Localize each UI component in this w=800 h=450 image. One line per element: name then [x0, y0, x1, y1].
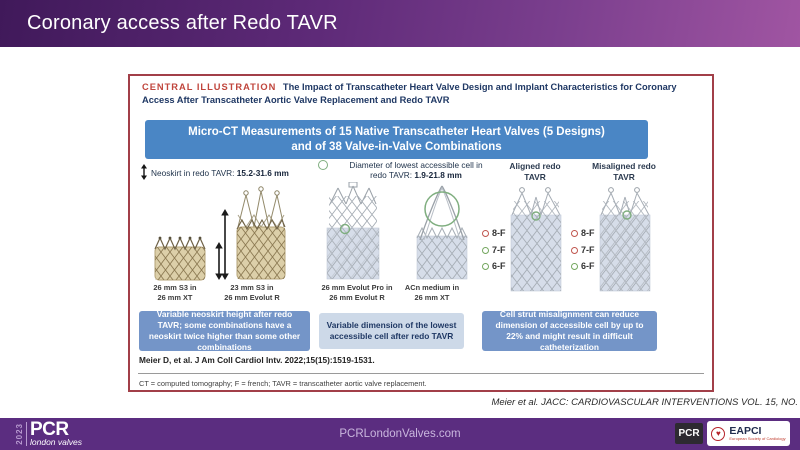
- french-size-item: 7-F: [571, 245, 595, 262]
- french-size-item: 6-F: [571, 261, 595, 278]
- logo-year: 2023: [15, 423, 24, 445]
- logo-pcr-text: PCR: [30, 418, 69, 440]
- french-size-item: 7-F: [482, 245, 506, 262]
- summary-box-misalignment: Cell strut misalignment can reduce dimension of accessible cell by up to 22% and might result in difficult catheterization: [482, 311, 657, 351]
- french-size-item: 6-F: [482, 261, 506, 278]
- column-header-misaligned: Misaligned redo TAVR: [592, 161, 656, 182]
- valve-illustration-evolut-pro-in-evolut-r: [322, 182, 384, 280]
- french-size-item: 8-F: [482, 228, 506, 245]
- website-url: PCRLondonValves.com: [339, 428, 461, 440]
- slide-footer: [0, 418, 800, 450]
- column-header-aligned: Aligned redo TAVR: [509, 161, 561, 182]
- summary-box-neoskirt: Variable neoskirt height after redo TAVR; some combinations have a neoskirt twice higher than some other combinations: [139, 311, 310, 351]
- height-arrow-tall: [220, 209, 230, 280]
- cell-value: 1.9-21.8 mm: [414, 170, 462, 180]
- valve-illustration-acn-in-xt: [412, 182, 472, 280]
- figure-footnote: CT = computed tomography; F = french; TAVR = transcatheter aortic valve replacement.: [139, 379, 427, 388]
- french-legend-aligned: [482, 228, 506, 278]
- slide-header: [0, 0, 800, 47]
- cell-label-line2: redo TAVR:: [370, 170, 413, 180]
- valve-photo-s3-in-evolut-r: [232, 185, 290, 282]
- valve-caption: 26 mm Evolut Pro in 26 mm Evolut R: [321, 283, 393, 302]
- figure-kicker: CENTRAL ILLUSTRATION: [142, 82, 277, 92]
- banner-line2: and of 38 Valve-in-Valve Combinations: [291, 140, 502, 153]
- logo-london-valves-text: london valves: [30, 436, 82, 447]
- french-ring-icon: [482, 247, 489, 254]
- eapci-logo: [707, 421, 790, 446]
- figure-banner: [145, 120, 648, 159]
- figure-heading: [142, 81, 704, 106]
- eapci-label: EAPCI: [729, 424, 762, 437]
- figure-title: The Impact of Transcatheter Heart Valve Design and Implant Characteristics for Coronary Access After Transcatheter Aortic Valve Replacement and Redo TAVR: [142, 82, 677, 105]
- french-ring-icon: [571, 230, 578, 237]
- french-ring-icon: [571, 263, 578, 270]
- french-legend-misaligned: [571, 228, 595, 278]
- eapci-tagline: European Society of Cardiology: [729, 436, 786, 442]
- neoskirt-value: 15.2-31.6 mm: [236, 168, 289, 178]
- neoskirt-legend: [140, 164, 320, 180]
- journal-citation: Meier et al. JACC: CARDIOVASCULAR INTERVENTIONS VOL. 15, NO.: [491, 397, 798, 408]
- figure-divider: [138, 373, 704, 374]
- valve-photo-s3-in-xt: [152, 234, 208, 282]
- central-illustration-figure: [128, 74, 714, 392]
- cell-diameter-legend: [330, 160, 502, 180]
- french-ring-icon: [482, 263, 489, 270]
- french-size-item: 8-F: [571, 228, 595, 245]
- valve-illustration-misaligned: [596, 185, 654, 293]
- slide-title: Coronary access after Redo TAVR: [27, 12, 338, 34]
- cell-diameter-circle-icon: [318, 160, 328, 170]
- french-ring-icon: [482, 230, 489, 237]
- valve-caption: 26 mm S3 in 26 mm XT: [153, 283, 197, 302]
- french-ring-icon: [571, 247, 578, 254]
- neoskirt-arrow-icon: [140, 164, 148, 180]
- summary-box-cell: Variable dimension of the lowest accessible cell after redo TAVR: [319, 313, 464, 349]
- banner-line1: Micro-CT Measurements of 15 Native Transcatheter Heart Valves (5 Designs): [188, 125, 605, 138]
- neoskirt-label: Neoskirt in redo TAVR:: [151, 168, 235, 178]
- valve-caption: ACn medium in 26 mm XT: [404, 283, 460, 302]
- pcr-badge-logo: PCR: [675, 423, 703, 444]
- cell-label-line1: Diameter of lowest accessible cell in: [349, 160, 483, 170]
- valve-caption: 23 mm S3 in 26 mm Evolut R: [224, 283, 280, 302]
- figure-citation: Meier D, et al. J Am Coll Cardiol Intv. 2022;15(15):1519-1531.: [139, 355, 375, 365]
- valve-illustration-aligned: [507, 185, 565, 293]
- heart-icon: ♥: [711, 427, 725, 441]
